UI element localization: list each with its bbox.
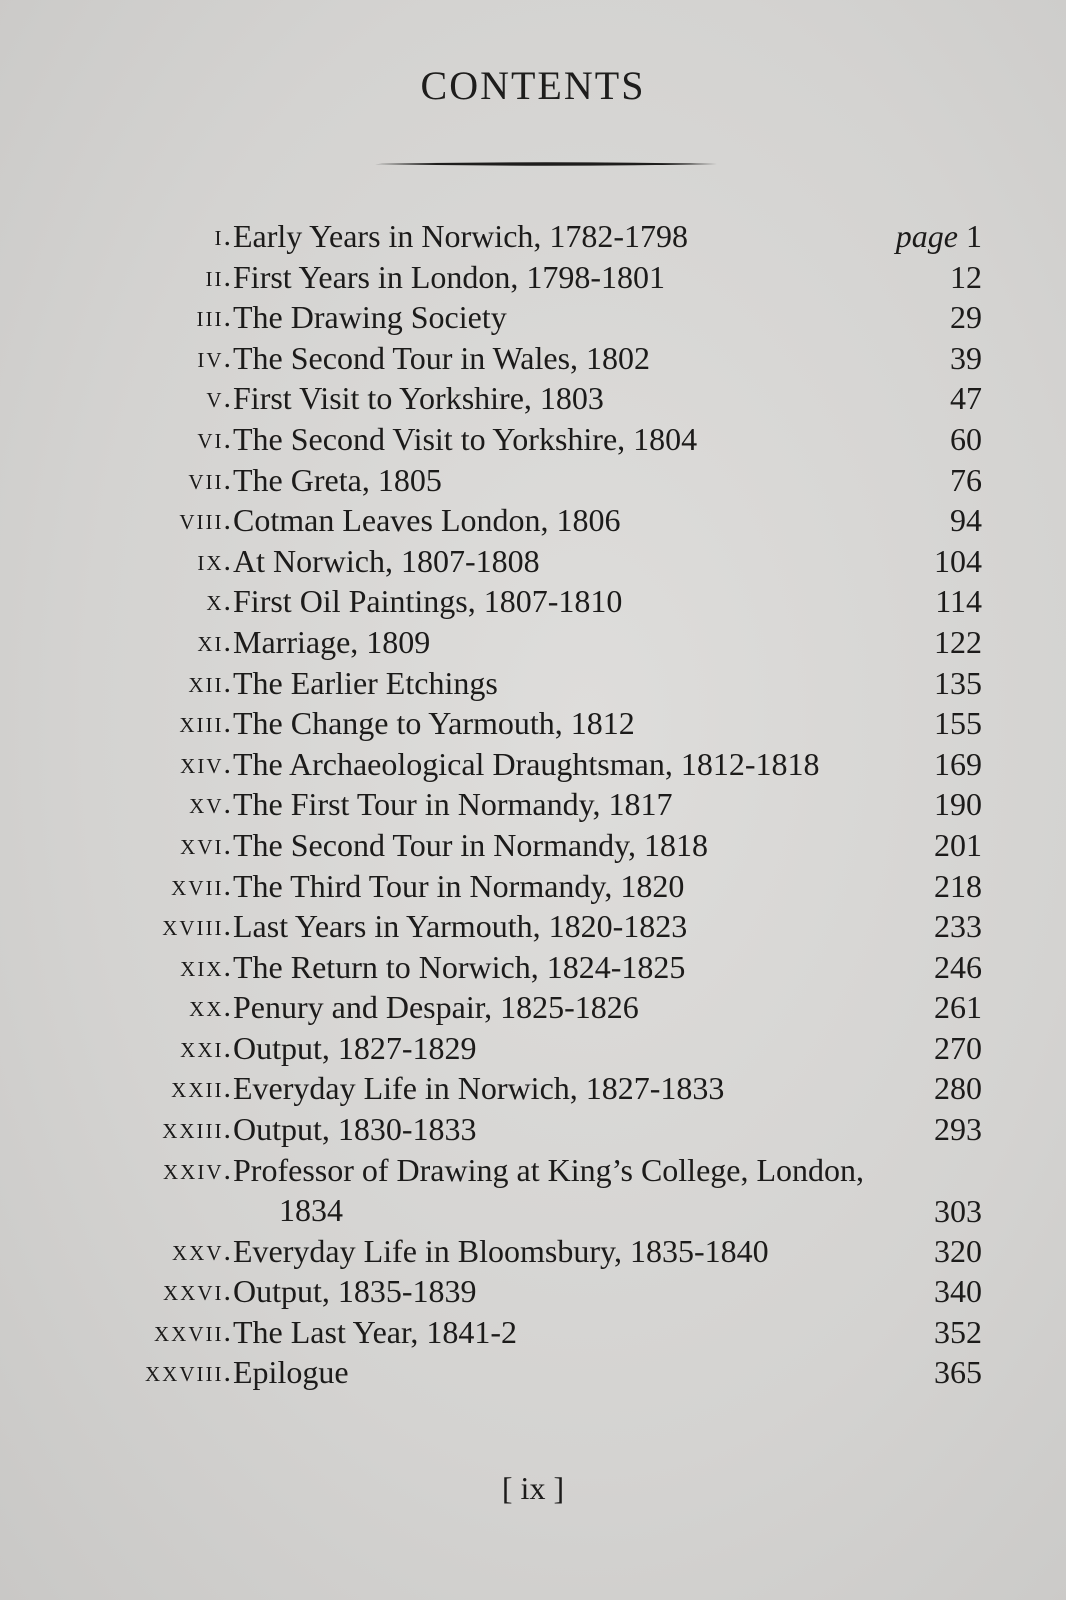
chapter-title: Last Years in Yarmouth, 1820-1823 — [233, 908, 688, 945]
page-number: 94 — [950, 502, 982, 539]
chapter-title: The Drawing Society — [233, 299, 507, 336]
page-number: 270 — [934, 1029, 982, 1066]
page-number — [896, 216, 982, 256]
toc-row-7 — [0, 460, 1066, 501]
page-label: page — [895, 218, 958, 254]
ornamental-rule — [375, 161, 717, 167]
page-number: 233 — [934, 908, 982, 945]
chapter-number: v. — [206, 381, 233, 415]
chapter-title: The First Tour in Normandy, 1817 — [233, 786, 673, 823]
chapter-number: xx. — [189, 990, 233, 1024]
page-number: 169 — [934, 745, 982, 782]
toc-row-5 — [0, 378, 1066, 419]
chapter-title: Early Years in Norwich, 1782-1798 — [233, 218, 689, 254]
chapter-number: i. — [214, 219, 233, 252]
chapter-number: xxv. — [172, 1233, 233, 1267]
toc-row-23 — [0, 1109, 1066, 1150]
page-number: 122 — [934, 623, 982, 660]
toc-row-22 — [0, 1068, 1066, 1109]
chapter-number: iii. — [196, 300, 233, 334]
chapter-title: Output, 1830-1833 — [233, 1111, 477, 1148]
chapter-title: First Visit to Yorkshire, 1803 — [233, 380, 604, 417]
chapter-number: xiii. — [179, 706, 233, 740]
page-number: 39 — [950, 339, 982, 376]
page-number: 135 — [934, 664, 982, 701]
toc-row-19 — [0, 947, 1066, 988]
chapter-number: xviii. — [162, 909, 233, 943]
chapter-title — [233, 1150, 923, 1230]
chapter-number: xix. — [180, 949, 233, 983]
page-number: 365 — [934, 1354, 982, 1391]
toc-row-20 — [0, 987, 1066, 1028]
toc-row-27 — [0, 1312, 1066, 1353]
chapter-title: Everyday Life in Bloomsbury, 1835-1840 — [233, 1232, 769, 1269]
toc-row-25 — [0, 1231, 1066, 1272]
toc-row-10 — [0, 581, 1066, 622]
chapter-number: xiv. — [180, 746, 233, 780]
page-folio: [ ix ] — [501, 1470, 565, 1506]
chapter-title: First Years in London, 1798-1801 — [233, 258, 666, 295]
toc-row-18 — [0, 906, 1066, 947]
page-number: 303 — [934, 1192, 982, 1229]
toc-row-24 — [0, 1150, 1066, 1231]
chapter-number: xxvi. — [163, 1274, 233, 1308]
chapter-title: The Archaeological Draughtsman, 1812-1818 — [233, 745, 820, 782]
chapter-number: xxvii. — [154, 1314, 233, 1348]
page-number: 201 — [934, 826, 982, 863]
chapter-number: xxiv. — [163, 1152, 233, 1186]
chapter-title: The Change to Yarmouth, 1812 — [233, 705, 635, 742]
chapter-title: First Oil Paintings, 1807-1810 — [233, 583, 623, 620]
chapter-number: xxviii. — [145, 1355, 233, 1389]
toc-row-9 — [0, 541, 1066, 582]
chapter-number: x. — [206, 584, 233, 618]
chapter-title: At Norwich, 1807-1808 — [233, 542, 540, 579]
page-number: 246 — [934, 948, 982, 985]
page-number: 190 — [934, 786, 982, 823]
toc-row-15 — [0, 784, 1066, 825]
toc-row-28 — [0, 1352, 1066, 1393]
chapter-number: iv. — [197, 340, 233, 374]
toc-row-1 — [0, 216, 1066, 257]
page-number: 340 — [934, 1273, 982, 1310]
chapter-title: The Second Tour in Normandy, 1818 — [233, 826, 709, 863]
chapter-title: Output, 1827-1829 — [233, 1029, 477, 1066]
page-number: 76 — [950, 461, 982, 498]
toc-row-13 — [0, 703, 1066, 744]
chapter-title: Marriage, 1809 — [233, 623, 431, 660]
page-number: 218 — [934, 867, 982, 904]
chapter-number: xxi. — [180, 1030, 233, 1064]
toc-row-4 — [0, 338, 1066, 379]
chapter-title: The Second Tour in Wales, 1802 — [233, 339, 651, 376]
chapter-number: xxii. — [171, 1071, 233, 1105]
chapter-title: Epilogue — [233, 1354, 349, 1391]
page-number: 104 — [934, 542, 982, 579]
page-number: 293 — [934, 1111, 982, 1148]
chapter-title: The Return to Norwich, 1824-1825 — [233, 948, 686, 985]
toc-row-3 — [0, 297, 1066, 338]
chapter-number: xvi. — [180, 827, 233, 861]
page-number: 29 — [950, 299, 982, 336]
chapter-title: Cotman Leaves London, 1806 — [233, 502, 621, 539]
chapter-title: The Earlier Etchings — [233, 664, 498, 701]
chapter-number: vi. — [197, 421, 233, 455]
chapter-title: Everyday Life in Norwich, 1827-1833 — [233, 1070, 725, 1107]
page-number: 320 — [934, 1232, 982, 1269]
chapter-number: ix. — [197, 543, 233, 577]
chapter-title-line: Professor of Drawing at King’s College, London, — [233, 1151, 865, 1188]
page-number: 155 — [934, 705, 982, 742]
page-number: 280 — [934, 1070, 982, 1107]
page-number: 114 — [935, 583, 982, 620]
toc-row-8 — [0, 500, 1066, 541]
chapter-title: Penury and Despair, 1825-1826 — [233, 989, 639, 1026]
page-value: 1 — [966, 218, 982, 254]
toc-row-21 — [0, 1028, 1066, 1069]
toc-row-17 — [0, 866, 1066, 907]
chapter-number: ii. — [205, 259, 233, 293]
chapter-title: Output, 1835-1839 — [233, 1273, 477, 1310]
chapter-number: xi. — [197, 624, 233, 658]
page-title: CONTENTS — [420, 63, 646, 108]
page-number: 12 — [950, 258, 982, 295]
page-number: 60 — [950, 420, 982, 457]
page-number: 352 — [934, 1313, 982, 1350]
chapter-title: The Third Tour in Normandy, 1820 — [233, 867, 685, 904]
toc-row-11 — [0, 622, 1066, 663]
page-number: 261 — [934, 989, 982, 1026]
chapter-title: The Greta, 1805 — [233, 461, 442, 498]
chapter-title: The Last Year, 1841-2 — [233, 1313, 517, 1350]
toc-row-14 — [0, 744, 1066, 785]
chapter-number: xv. — [189, 787, 233, 821]
toc-row-26 — [0, 1271, 1066, 1312]
table-of-contents — [0, 216, 1066, 1393]
toc-row-6 — [0, 419, 1066, 460]
page-number: 47 — [950, 380, 982, 417]
chapter-number: vii. — [188, 462, 233, 496]
chapter-number: xii. — [188, 665, 233, 699]
chapter-title-continuation: 1834 — [279, 1191, 343, 1228]
toc-row-16 — [0, 825, 1066, 866]
chapter-number: viii. — [179, 503, 233, 537]
chapter-title: The Second Visit to Yorkshire, 1804 — [233, 420, 698, 457]
chapter-number: xvii. — [171, 868, 233, 902]
toc-row-2 — [0, 257, 1066, 298]
chapter-number: xxiii. — [162, 1112, 233, 1146]
toc-row-12 — [0, 663, 1066, 704]
